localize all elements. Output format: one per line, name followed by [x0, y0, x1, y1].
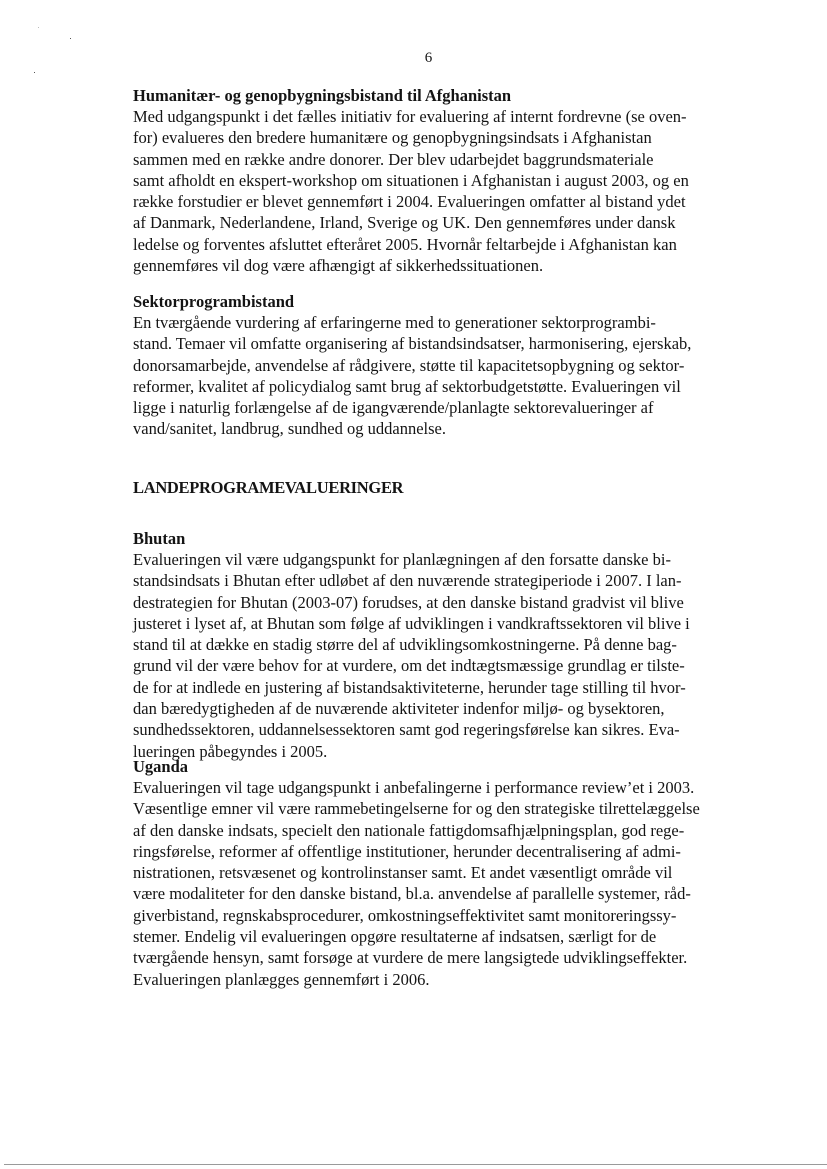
text-line: sundhedssektoren, uddannelsessektoren samt god regeringsførelse kan sikres. Eva-: [133, 720, 680, 740]
text-line: stand. Temaer vil omfatte organisering af bistandsindsatser, harmonisering, ejerskab,: [133, 334, 692, 354]
text-line: standsindsats i Bhutan efter udløbet af den nuværende strategiperiode i 2007. I lan-: [133, 571, 682, 591]
text-line: stand til at dække en stadig større del af udviklingsomkostningerne. På denne bag-: [133, 635, 677, 655]
text-line: ligge i naturlig forlængelse af de igangværende/planlagte sektorevalueringer af: [133, 398, 654, 418]
section-afghanistan: [133, 85, 689, 276]
text-line: En tværgående vurdering af erfaringerne med to generationer sektorprogrambi-: [133, 313, 656, 332]
text-line: justeret i lyset af, at Bhutan som følge af udviklingen i vandkraftssektoren vil blive i: [133, 613, 690, 633]
text-line: sammen med en række andre donorer. Der blev udarbejdet baggrundsmateriale: [133, 149, 654, 169]
scan-speck: [70, 38, 71, 39]
section-heading: Humanitær- og genopbygningsbistand til Afghanistan: [133, 86, 512, 105]
text-line: for) evalueres den bredere humanitære og genopbygningsindsats i Afghanistan: [133, 128, 652, 148]
section-uganda: [133, 756, 700, 990]
text-line: ringsførelse, reformer af offentlige institutioner, herunder decentralisering af admi-: [133, 841, 681, 861]
text-line: reformer, kvalitet af policydialog samt brug af sektorbudgetstøtte. Evalueringen vil: [133, 376, 681, 396]
text-line: række forstudier er blevet gennemført i 2004. Evalueringen omfatter al bistand ydet: [133, 192, 686, 212]
text-line: dan bæredygtigheden af de nuværende aktiviteter indenfor miljø- og bysektoren,: [133, 699, 665, 719]
chapter-heading: LANDEPROGRAMEVALUERINGER: [133, 478, 404, 497]
page-number: 6: [424, 50, 433, 66]
text-line: være modaliteter for den danske bistand, bl.a. anvendelse af parallelle systemer, råd-: [133, 884, 691, 904]
section-sektorprogrambistand: [133, 291, 691, 440]
text-line: donorsamarbejde, anvendelse af rådgivere, støtte til kapacitetsopbygning og sektor-: [133, 355, 685, 375]
text-line: tværgående hensyn, samt forsøge at vurdere de mere langsigtede udviklingseffekter.: [133, 948, 688, 968]
text-line: Evalueringen vil tage udgangspunkt i anbefalingerne i performance review’et i 2003.: [133, 778, 695, 797]
section-heading: Bhutan: [133, 529, 186, 548]
text-line: de for at indlede en justering af bistandsaktiviteterne, herunder tage stilling til hvor-: [133, 677, 686, 697]
text-line: Væsentlige emner vil være rammebetingelserne for og den strategiske tilrettelæggelse: [133, 799, 700, 819]
section-bhutan: [133, 528, 690, 762]
section-heading: Sektorprogrambistand: [133, 292, 295, 311]
section-paragraph: [133, 106, 689, 276]
text-line: lueringen påbegyndes i 2005.: [133, 741, 328, 761]
text-line: destrategien for Bhutan (2003-07) forudses, at den danske bistand gradvist vil blive: [133, 592, 684, 612]
text-line: Evalueringen planlægges gennemført i 2006.: [133, 969, 430, 989]
text-line: Med udgangspunkt i det fælles initiativ for evaluering af internt fordrevne (se oven-: [133, 107, 687, 126]
scan-speck: [38, 27, 39, 28]
text-line: samt afholdt en ekspert-workshop om situationen i Afghanistan i august 2003, og en: [133, 170, 689, 190]
text-line: giverbistand, regnskabsprocedurer, omkostningseffektivitet samt monitoreringssy-: [133, 905, 677, 925]
text-line: nistrationen, retsvæsenet og kontrolinstanser samt. Et andet væsentligt område vil: [133, 863, 673, 883]
section-paragraph: [133, 549, 690, 762]
section-heading: Uganda: [133, 757, 189, 776]
text-line: grund vil der være behov for at vurdere, om det indtægtsmæssige grundlag er tilste-: [133, 656, 685, 676]
text-line: Evalueringen vil være udgangspunkt for planlægningen af den forsatte danske bi-: [133, 550, 671, 569]
section-paragraph: [133, 777, 700, 990]
section-paragraph: [133, 312, 691, 440]
text-line: af Danmark, Nederlandene, Irland, Sverige og UK. Den gennemføres under dansk: [133, 213, 676, 233]
text-line: ledelse og forventes afsluttet efteråret 2005. Hvornår feltarbejde i Afghanistan kan: [133, 234, 677, 254]
section-landeprogramevalueringer: [133, 477, 403, 498]
page-bottom-edge: [4, 1164, 827, 1165]
text-line: vand/sanitet, landbrug, sundhed og uddannelse.: [133, 419, 446, 439]
text-line: af den danske indsats, specielt den nationale fattigdomsafhjælpningsplan, god rege-: [133, 820, 685, 840]
text-line: gennemføres vil dog være afhængigt af sikkerhedssituationen.: [133, 256, 544, 276]
scan-speck: [34, 72, 35, 73]
text-line: stemer. Endelig vil evalueringen opgøre resultaterne af indsatsen, særligt for de: [133, 927, 657, 947]
